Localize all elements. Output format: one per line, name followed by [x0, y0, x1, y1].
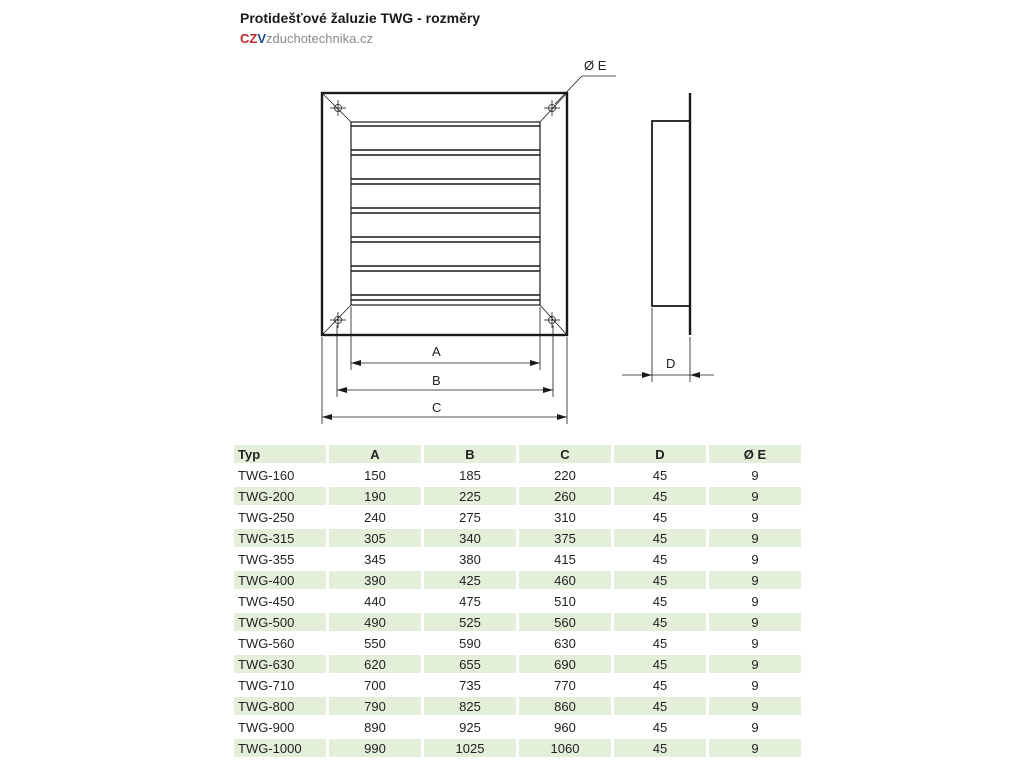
- cell-c: 460: [519, 571, 611, 589]
- dimension-label-e: Ø E: [584, 58, 607, 73]
- brand-domain: zduchotechnika.cz: [266, 31, 373, 46]
- cell-a: 305: [329, 529, 421, 547]
- col-header-d: D: [614, 445, 706, 463]
- cell-d: 45: [652, 593, 668, 609]
- cell-d: 45: [652, 551, 668, 567]
- cell-d: 45: [652, 635, 668, 651]
- cell-c: 770: [554, 677, 576, 693]
- table-row: [234, 592, 801, 610]
- table-row: [234, 655, 801, 673]
- cell-c: 415: [554, 551, 576, 567]
- cell-c: 220: [554, 467, 576, 483]
- table-row: [234, 697, 801, 715]
- cell-type: TWG-450: [238, 593, 295, 609]
- cell-b: 475: [459, 593, 481, 609]
- cell-c: 310: [554, 509, 576, 525]
- cell-d: 45: [614, 613, 706, 631]
- cell-type: TWG-900: [238, 719, 295, 735]
- cell-d: 45: [614, 739, 706, 757]
- cell-b: 275: [459, 509, 481, 525]
- cell-c: 860: [519, 697, 611, 715]
- front-view: [322, 76, 616, 424]
- cell-a: 240: [364, 509, 386, 525]
- cell-d: 45: [652, 677, 668, 693]
- cell-a: 440: [364, 593, 386, 609]
- cell-c: 375: [519, 529, 611, 547]
- cell-e: 9: [751, 593, 759, 609]
- col-header-e: Ø E: [709, 445, 801, 463]
- col-header-b: B: [424, 445, 516, 463]
- table-row: [234, 487, 801, 505]
- cell-e: 9: [709, 487, 801, 505]
- cell-e: 9: [751, 551, 759, 567]
- cell-b: 425: [424, 571, 516, 589]
- page-title: Protidešťové žaluzie TWG - rozměry: [240, 10, 481, 26]
- cell-c: 690: [519, 655, 611, 673]
- cell-type: TWG-355: [238, 551, 295, 567]
- cell-d: 45: [614, 571, 706, 589]
- side-view: [622, 93, 714, 382]
- table-row: [234, 571, 801, 589]
- table-row: [234, 718, 801, 736]
- table-header-row: [234, 445, 801, 463]
- frame-corner-tr: [540, 93, 567, 122]
- cell-c: 260: [519, 487, 611, 505]
- cell-a: 150: [364, 467, 386, 483]
- cell-d: 45: [652, 467, 668, 483]
- cell-b: 655: [424, 655, 516, 673]
- col-header-type: Typ: [234, 445, 326, 463]
- dimension-label-d: D: [666, 356, 676, 371]
- dimensions-table: [234, 442, 801, 760]
- cell-c: 510: [554, 593, 576, 609]
- dimension-label-c: C: [432, 400, 442, 415]
- table-row: [234, 508, 801, 526]
- col-header-c: C: [519, 445, 611, 463]
- cell-d: 45: [614, 529, 706, 547]
- cell-b: 925: [459, 719, 481, 735]
- brand-v: V: [257, 31, 267, 46]
- cell-b: 340: [424, 529, 516, 547]
- table-row: [234, 529, 801, 547]
- table-row: [234, 676, 801, 694]
- cell-a: 620: [329, 655, 421, 673]
- cell-a: 345: [364, 551, 386, 567]
- cell-c: 960: [554, 719, 576, 735]
- cell-e: 9: [709, 529, 801, 547]
- cell-b: 380: [459, 551, 481, 567]
- cell-c: 630: [554, 635, 576, 651]
- cell-e: 9: [751, 677, 759, 693]
- table-row: [234, 739, 801, 757]
- cell-type: TWG-160: [238, 467, 295, 483]
- cell-e: 9: [709, 739, 801, 757]
- cell-type: TWG-710: [238, 677, 295, 693]
- cell-e: 9: [751, 467, 759, 483]
- cell-a: 890: [364, 719, 386, 735]
- cell-a: 490: [329, 613, 421, 631]
- table-body: [234, 466, 801, 757]
- dimension-label-b: B: [432, 373, 441, 388]
- cell-type: TWG-560: [238, 635, 295, 651]
- cell-type: TWG-315: [234, 529, 326, 547]
- table-row: [234, 613, 801, 631]
- cell-e: 9: [709, 697, 801, 715]
- cell-b: 1025: [424, 739, 516, 757]
- outer-frame: [322, 93, 567, 335]
- cell-d: 45: [652, 509, 668, 525]
- cell-d: 45: [652, 719, 668, 735]
- cell-c: 560: [519, 613, 611, 631]
- louver-blades: [351, 126, 540, 300]
- cell-type: TWG-400: [234, 571, 326, 589]
- cell-b: 225: [424, 487, 516, 505]
- cell-e: 9: [709, 613, 801, 631]
- cell-a: 990: [329, 739, 421, 757]
- cell-type: TWG-800: [234, 697, 326, 715]
- cell-d: 45: [614, 487, 706, 505]
- cell-a: 700: [364, 677, 386, 693]
- cell-b: 185: [459, 467, 481, 483]
- cell-d: 45: [614, 697, 706, 715]
- cell-type: TWG-1000: [234, 739, 326, 757]
- cell-e: 9: [751, 635, 759, 651]
- cell-type: TWG-250: [238, 509, 295, 525]
- cell-type: TWG-200: [234, 487, 326, 505]
- cell-d: 45: [614, 655, 706, 673]
- cell-type: TWG-500: [234, 613, 326, 631]
- cell-e: 9: [709, 655, 801, 673]
- leader-e: [555, 76, 616, 104]
- cell-b: 825: [424, 697, 516, 715]
- cell-e: 9: [751, 509, 759, 525]
- cell-a: 190: [329, 487, 421, 505]
- cell-b: 735: [459, 677, 481, 693]
- col-header-a: A: [329, 445, 421, 463]
- cell-a: 550: [364, 635, 386, 651]
- table-row: [234, 550, 801, 568]
- cell-a: 790: [329, 697, 421, 715]
- cell-a: 390: [329, 571, 421, 589]
- cell-e: 9: [709, 571, 801, 589]
- dimension-label-a: A: [432, 344, 441, 359]
- table-row: [234, 634, 801, 652]
- cell-b: 590: [459, 635, 481, 651]
- cell-b: 525: [424, 613, 516, 631]
- table-row: [234, 466, 801, 484]
- brand-cz: CZ: [240, 31, 258, 46]
- mounting-holes: [330, 100, 560, 328]
- frame-corner-tl: [322, 93, 351, 122]
- side-body: [652, 121, 690, 306]
- cell-c: 1060: [519, 739, 611, 757]
- cell-type: TWG-630: [234, 655, 326, 673]
- cell-e: 9: [751, 719, 759, 735]
